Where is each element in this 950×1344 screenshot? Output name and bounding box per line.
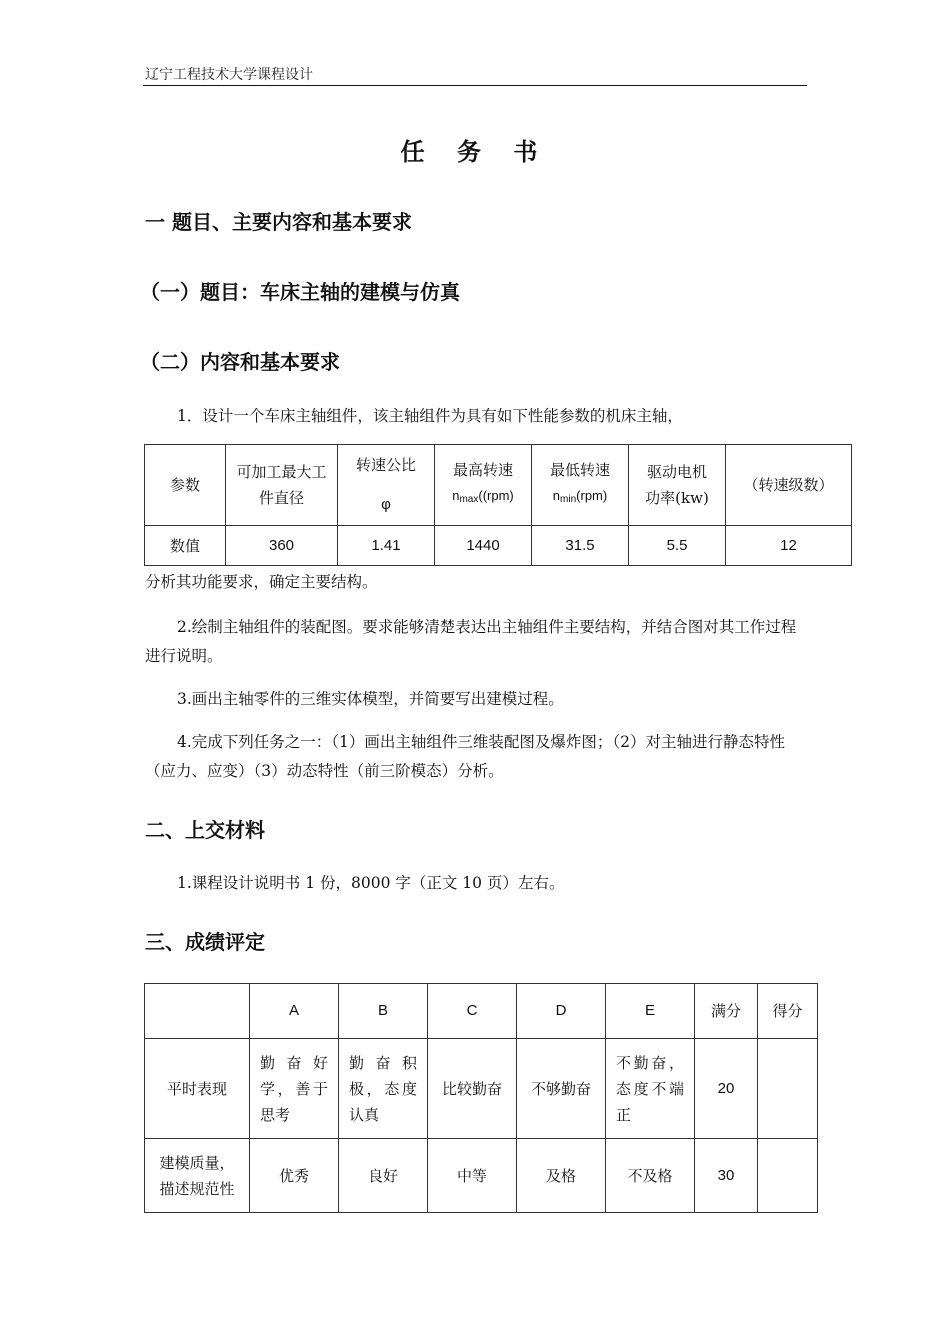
section1-sub1-heading: （一）题目：车床主轴的建模与仿真: [140, 280, 460, 304]
param-header-nmax-line2: [439, 483, 527, 513]
section1-sub2-heading: （二）内容和基本要求: [140, 350, 340, 374]
param-header-nmax: [435, 445, 532, 526]
nmax-subscript: max: [459, 494, 479, 505]
param-header-label: 参数: [145, 445, 226, 526]
param-header-motor: [629, 445, 726, 526]
grading-row2-d: 及格: [517, 1139, 606, 1213]
grading-row2-label: 建模质量，描述规范性: [145, 1139, 250, 1213]
section3-heading: 三、成绩评定: [145, 930, 265, 954]
grading-row2-b: 良好: [339, 1139, 428, 1213]
grading-row2-e: 不及格: [606, 1139, 695, 1213]
nmin-unit: (rpm): [576, 488, 608, 503]
grading-row1-e: 不勤奋，态度不端正: [606, 1039, 695, 1139]
parameter-table: [144, 444, 852, 566]
grading-row1-c: 比较勤奋: [428, 1039, 517, 1139]
grading-row-modeling: [145, 1139, 818, 1213]
param-value-motor: 5.5: [629, 526, 726, 566]
param-header-ratio: [338, 445, 435, 526]
param-value-diameter: 360: [226, 526, 338, 566]
grading-header-d: D: [517, 984, 606, 1039]
param-value-ratio: 1.41: [338, 526, 435, 566]
grading-header-c: C: [428, 984, 517, 1039]
param-value-levels: 12: [726, 526, 852, 566]
after-table-text: 分析其功能要求，确定主要结构。: [145, 573, 378, 591]
document-title: 任 务 书: [400, 137, 550, 166]
grading-row1-d: 不够勤奋: [517, 1039, 606, 1139]
grading-table: [144, 983, 818, 1213]
grading-header-row: [145, 984, 818, 1039]
grading-row-performance: [145, 1039, 818, 1139]
item1-text: 1．设计一个车床主轴组件，该主轴组件为具有如下性能参数的机床主轴，: [177, 407, 683, 425]
param-value-nmax: 1440: [435, 526, 532, 566]
grading-header-blank: [145, 984, 250, 1039]
grading-header-a: A: [250, 984, 339, 1039]
grading-header-full: 满分: [695, 984, 758, 1039]
nmin-subscript: min: [560, 494, 577, 505]
param-header-ratio-symbol: φ: [381, 496, 391, 513]
item2-text: 2.绘制主轴组件的装配图。要求能够清楚表达出主轴组件主要结构，并结合图对其工作过程进行说明。: [145, 618, 797, 665]
param-header-nmin: [532, 445, 629, 526]
section2-item1-text: 1.课程设计说明书 1 份，8000 字（正文 10 页）左右。: [177, 874, 565, 892]
grading-row1-full: 20: [695, 1039, 758, 1139]
param-header-nmax-line1: 最高转速: [452, 461, 513, 479]
param-header-diameter-text: 可加工最大工件直径: [236, 463, 327, 507]
param-header-ratio-line1: 转速公比: [355, 456, 416, 474]
grading-row1-b: 勤奋积极，态度认真: [339, 1039, 428, 1139]
param-header-levels: （转速级数）: [726, 445, 852, 526]
param-header-motor-line2: 功率(kw): [645, 489, 709, 507]
item3-text: 3.画出主轴零件的三维实体模型，并简要写出建模过程。: [177, 690, 564, 708]
item4-text: 4.完成下列任务之一：（1）画出主轴组件三维装配图及爆炸图；（2）对主轴进行静态特性（应力、应变）（3）动态特性（前三阶模态）分析。: [145, 733, 786, 780]
param-header-motor-line1: 驱动电机: [646, 463, 707, 481]
grading-header-score: 得分: [758, 984, 818, 1039]
header-rule: [143, 85, 807, 86]
nmin-symbol: n: [552, 488, 561, 503]
parameter-header-row: [145, 445, 852, 526]
section2-heading: 二、上交材料: [145, 818, 265, 842]
grading-row1-label: 平时表现: [145, 1039, 250, 1139]
parameter-value-row: [145, 526, 852, 566]
nmax-unit: ((rpm): [478, 488, 514, 503]
grading-row2-full: 30: [695, 1139, 758, 1213]
grading-row1-a: 勤奋好学，善于思考: [250, 1039, 339, 1139]
grading-row2-a: 优秀: [250, 1139, 339, 1213]
param-value-nmin: 31.5: [532, 526, 629, 566]
grading-header-b: B: [339, 984, 428, 1039]
param-row-label: 数值: [145, 526, 226, 566]
section1-heading: 一 题目、主要内容和基本要求: [145, 210, 412, 234]
param-header-diameter: [226, 445, 338, 526]
grading-row2-score: [758, 1139, 818, 1213]
nmax-symbol: n: [452, 488, 460, 503]
grading-header-e: E: [606, 984, 695, 1039]
grading-row1-score: [758, 1039, 818, 1139]
page-header: 辽宁工程技术大学课程设计: [145, 67, 313, 83]
grading-row2-c: 中等: [428, 1139, 517, 1213]
param-header-nmin-line1: 最低转速: [549, 461, 610, 479]
param-header-nmin-line2: [536, 483, 624, 513]
